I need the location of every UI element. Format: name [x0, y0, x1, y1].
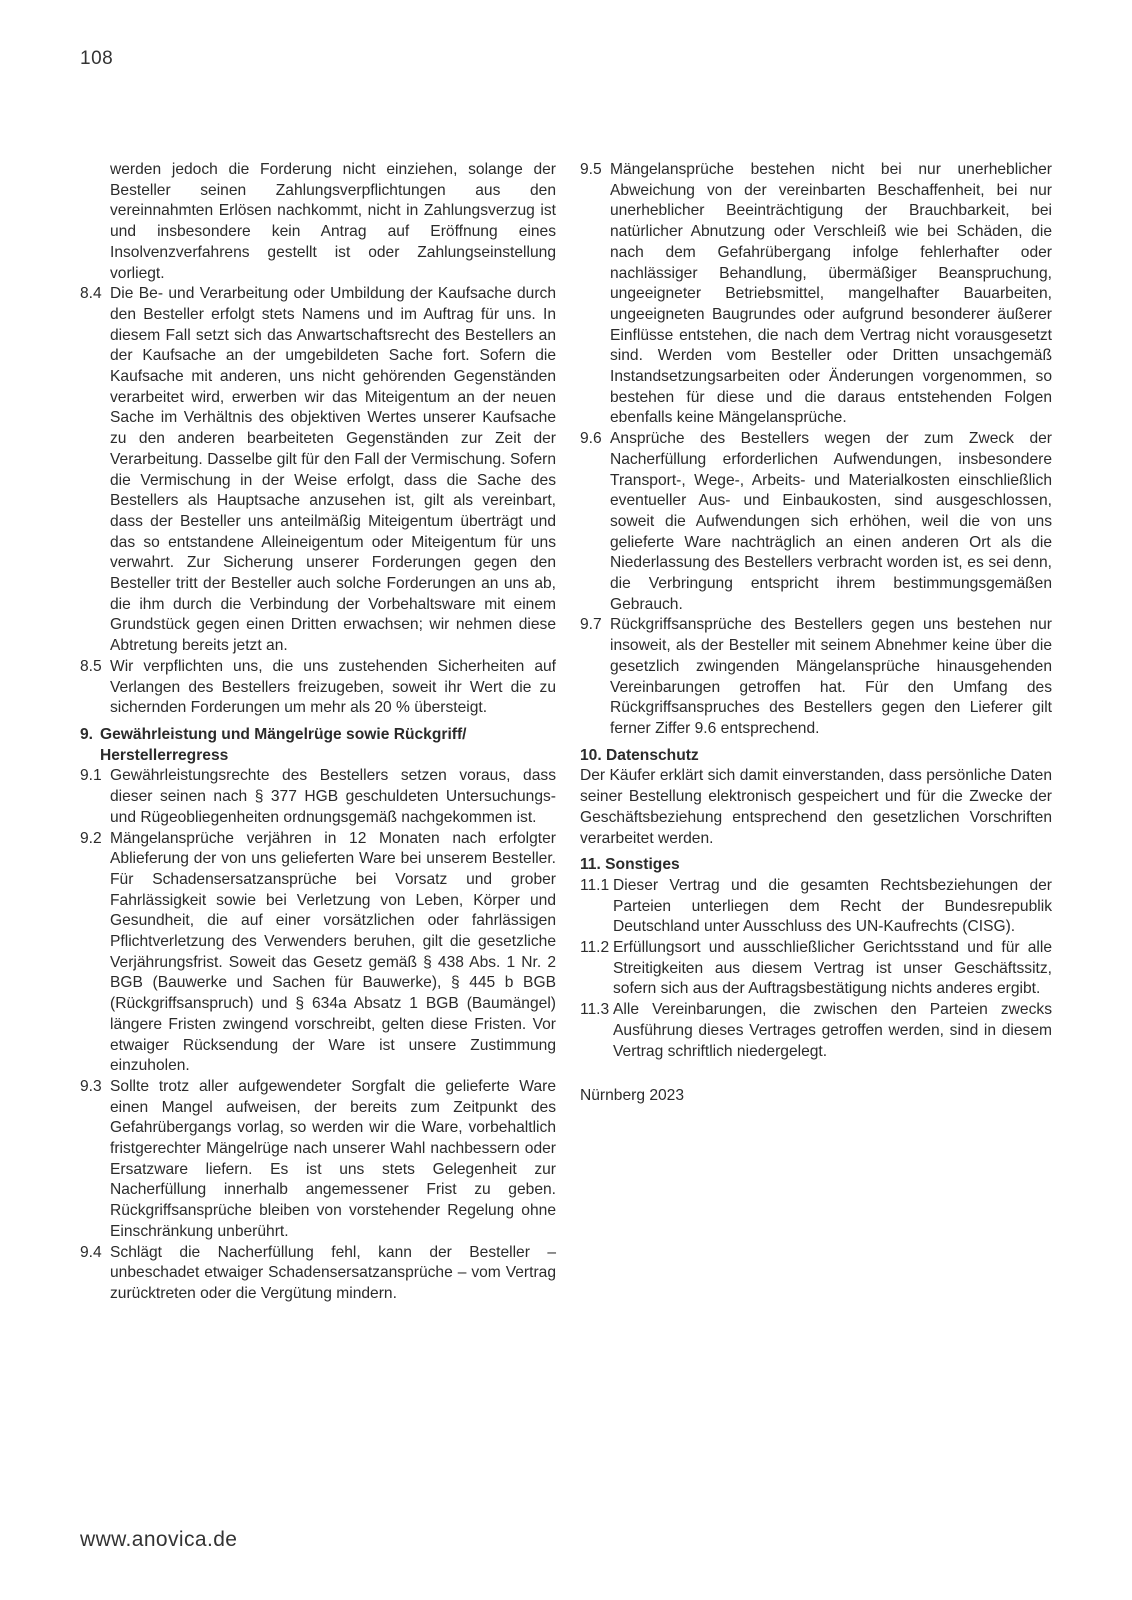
clause-number: 9.5: [580, 161, 602, 178]
clause-9-2: [80, 829, 556, 1077]
page-number: 108: [80, 48, 114, 69]
clause-11-1: [580, 876, 1052, 938]
clause-number: 9.4: [80, 1243, 102, 1261]
clause-number: 11.1: [580, 876, 610, 894]
clause-number: 9.6: [580, 430, 602, 448]
clause-number: 8.5: [80, 657, 102, 675]
clause-9-4: [80, 1243, 556, 1305]
section-heading-11: 11. Sonstiges: [580, 856, 680, 874]
clause-9-7: [580, 615, 1052, 739]
clause-number: 9.2: [80, 829, 102, 847]
section-heading-9: [80, 725, 556, 766]
clause-text: Sollte trotz aller aufgewendeter Sorgfalt die gelieferte Ware einen Mangel aufweisen, der bereits zum Zeitpunkt des Gefahrübergangs vorlag, so werden wir die Ware, vorbehaltlich fristgerechter Mängelrüge nach unserer Wahl nachbessern oder Ersatzware liefern. Es ist uns stets Gelegenheit zur Nacherfüllung innerhalb angemessener Frist zu geben. Rückgriffsansprüche bleiben von vorstehender Regelung ohne Einschränkung unberührt.: [110, 1077, 556, 1240]
clause-number: 9.1: [80, 767, 102, 785]
clause-text: Alle Vereinbarungen, die zwischen den Parteien zwecks Ausführung dieses Vertrages getroffen werden, sind in diesem Vertrag schriftlich niedergelegt.: [613, 1001, 1052, 1060]
continuation-paragraph: werden jedoch die Forderung nicht einziehen, solange der Besteller seinen Zahlungsverpflichtungen aus den vereinnahmten Erlösen nachkommt, nicht in Zahlungsverzug ist und insbesondere kein Antrag auf Eröffnung eines Insolvenzverfahrens gestellt ist oder Zahlungseinstellung vorliegt.: [110, 161, 556, 282]
clause-11-3: [580, 1000, 1052, 1062]
clause-text: Erfüllungsort und ausschließlicher Gerichtsstand und für alle Streitigkeiten aus diesem Vertrag ist unser Geschäftssitz, sofern sich aus der Auftragsbestätigung nichts anderes ergibt.: [613, 939, 1052, 998]
clause-9-6: [580, 429, 1052, 615]
clause-text: Die Be- und Verarbeitung oder Umbildung der Kaufsache durch den Besteller erfolgt stets Namens und im Auftrag für uns. In diesem Fall setzt sich das Anwartschaftsrecht des Bestellers an der Kaufsache an der umgebildeten Sache fort. Sofern die Kaufsache mit anderen, uns nicht gehörenden Gegenständen verarbeitet wird, erwerben wir das Miteigentum an der neuen Sache im Verhältnis des objektiven Wertes unserer Kaufsache zu den anderen bearbeiteten Gegenständen zur Zeit der Verarbeitung. Dasselbe gilt für den Fall der Vermischung. Sofern die Vermischung in der Weise erfolgt, dass die Sache des Bestellers als Hauptsache anzusehen ist, gilt als vereinbart, dass der Besteller uns anteilmäßig Miteigentum überträgt und das so entstandene Alleineigentum oder Miteigentum für uns verwahrt. Zur Sicherung unserer Forderungen gegen den Besteller tritt der Besteller auch solche Forderungen an uns ab, die ihm durch die Verbindung der Vorbehaltsware mit einem Grundstück gegen einen Dritten erwachsen; wir nehmen diese Abtretung bereits jetzt an.: [110, 285, 556, 655]
clause-8-4: [80, 284, 556, 657]
right-column: [580, 160, 1052, 1107]
section-number: 9.: [80, 725, 94, 743]
closing-place-date: Nürnberg 2023: [580, 1087, 685, 1105]
clause-8-5: [80, 657, 556, 719]
clause-text: Schlägt die Nacherfüllung fehl, kann der Besteller – unbeschadet etwaiger Schadensersatzansprüche – vom Vertrag zurücktreten oder die Vergütung mindern.: [110, 1243, 556, 1302]
clause-9-5: [580, 160, 1052, 429]
footer-url: www.anovica.de: [80, 1528, 238, 1551]
clause-text: Mängelansprüche bestehen nicht bei nur unerheblicher Abweichung von der vereinbarten Beschaffenheit, bei nur unerheblicher Beeinträchtigung der Brauchbarkeit, bei natürlicher Abnutzung oder Verschleiß wie bei Schäden, die nach dem Gefahrübergang infolge fehlerhafter oder nachlässiger Behandlung, übermäßiger Beanspruchung, ungeeigneter Betriebsmittel, mangelhafter Bauarbeiten, ungeeigneten Baugrundes oder aufgrund besonderer äußerer Einflüsse entstehen, die nach dem Vertrag nicht vorausgesetzt sind. Werden vom Besteller oder Dritten unsachgemäß Instandsetzungsarbeiten oder Änderungen vorgenommen, so bestehen für diese und die daraus entstehenden Folgen ebenfalls keine Mängelansprüche.: [610, 161, 1052, 427]
clause-text: Rückgriffsansprüche des Bestellers gegen uns bestehen nur insoweit, als der Besteller mit seinem Abnehmer keine über die gesetzlich zwingenden Mängelansprüche hinausgehenden Vereinbarungen getroffen hat. Für den Umfang des Rückgriffsanspruches des Bestellers gegen den Lieferer gilt ferner Ziffer 9.6 entsprechend.: [610, 616, 1052, 737]
left-column: [80, 160, 556, 1305]
clause-text: Wir verpflichten uns, die uns zustehenden Sicherheiten auf Verlangen des Bestellers freizugeben, soweit ihr Wert die zu sichernden Forderungen um mehr als 20 % übersteigt.: [110, 657, 556, 717]
privacy-paragraph: Der Käufer erklärt sich damit einverstanden, dass persönliche Daten seiner Bestellung elektronisch gespeichert und für die Zwecke der Geschäftsbeziehung entsprechend den gesetzlichen Vorschriften verarbeitet werden.: [580, 767, 1052, 847]
clause-number: 8.4: [80, 285, 102, 303]
clause-text: Ansprüche des Bestellers wegen der zum Zweck der Nacherfüllung erforderlichen Aufwendungen, insbesondere Transport-, Wege-, Arbeits- und Materialkosten einschließlich eventueller Aus- und Einbaukosten, sind ausgeschlossen, soweit die Aufwendungen sich erhöhen, weil die von uns gelieferte Ware nachträglich an einen anderen Ort als die Niederlassung des Bestellers verbracht worden ist, es sei denn, die Verbringung entspricht ihrem bestimmungsgemäßen Gebrauch.: [610, 430, 1052, 613]
section-title: Gewährleistung und Mängelrüge sowie Rückgriff/ Herstellerregress: [100, 725, 467, 764]
clause-number: 9.3: [80, 1077, 102, 1095]
clause-number: 9.7: [580, 616, 602, 634]
clause-text: Dieser Vertrag und die gesamten Rechtsbeziehungen der Parteien unterliegen dem Recht der Bundesrepublik Deutschland unter Ausschluss des UN-Kaufrechts (CISG).: [613, 876, 1052, 936]
clause-9-3: [80, 1077, 556, 1243]
clause-9-1: [80, 766, 556, 828]
clause-number: 11.2: [580, 939, 610, 957]
clause-11-2: [580, 938, 1052, 1000]
clause-text: Gewährleistungsrechte des Bestellers setzen voraus, dass dieser seinen nach § 377 HGB geschuldeten Untersuchungs- und Rügeobliegenheiten ordnungsgemäß nachgekommen ist.: [110, 767, 556, 826]
clause-text: Mängelansprüche verjähren in 12 Monaten nach erfolgter Ablieferung der von uns gelieferten Ware bei unserem Besteller. Für Schadensersatzansprüche bei Vorsatz und grober Fahrlässigkeit sowie bei Verletzung von Leben, Körper und Gesundheit, die auf einer vorsätzlichen oder fahrlässigen Pflichtverletzung des Verwenders beruhen, gilt die gesetzliche Verjährungsfrist. Soweit das Gesetz gemäß § 438 Abs. 1 Nr. 2 BGB (Bauwerke und Sachen für Bauwerke), § 445 b BGB (Rückgriffsanspruch) und § 634a Absatz 1 BGB (Baumängel) längere Fristen zwingend vorschreibt, gelten diese Fristen. Vor etwaiger Rücksendung der Ware ist unsere Zustimmung einzuholen.: [110, 829, 556, 1075]
clause-number: 11.3: [580, 1001, 610, 1019]
section-heading-10: 10. Datenschutz: [580, 746, 699, 764]
